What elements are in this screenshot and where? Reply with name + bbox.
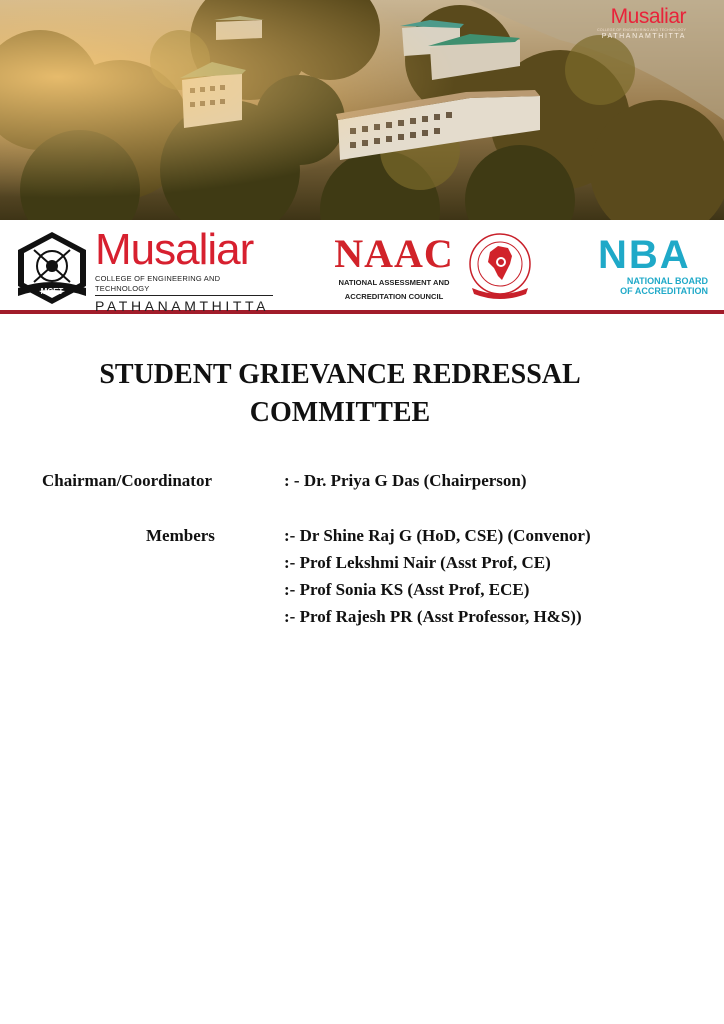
hero-logo-city: PATHANAMTHITTA	[601, 33, 686, 40]
naac-seal-icon	[464, 230, 536, 302]
naac-logo	[328, 231, 460, 302]
chair-value: : - Dr. Priya G Das (Chairperson)	[284, 471, 527, 490]
hero-college-logo	[597, 6, 686, 41]
musaliar-tagline: COLLEGE OF ENGINEERING AND TECHNOLOGY	[95, 274, 273, 296]
member-item-4: :- Prof Rajesh PR (Asst Professor, H&S))	[284, 607, 582, 626]
member-item-1: :- Dr Shine Raj G (HoD, CSE) (Convenor)	[284, 526, 591, 545]
campus-photo	[0, 0, 724, 220]
page-title-line2: COMMITTEE	[249, 397, 431, 428]
naac-subtitle-line1: NATIONAL ASSESSMENT AND	[338, 278, 450, 287]
naac-subtitle-line2: ACCREDITATION COUNCIL	[344, 292, 444, 301]
musaliar-brand: Musaliar	[95, 225, 254, 274]
nba-subtitle-line2: OF ACCREDITATION	[620, 286, 708, 296]
musaliar-logo	[95, 225, 295, 315]
page-title-line1: STUDENT GRIEVANCE REDRESSAL	[99, 359, 581, 390]
member-item-2: :- Prof Lekshmi Nair (Asst Prof, CE)	[284, 553, 551, 572]
chair-label: Chairman/Coordinator	[42, 471, 212, 490]
page-title	[40, 356, 640, 432]
nba-wordmark: NBA	[598, 233, 691, 277]
member-item-3: :- Prof Sonia KS (Asst Prof, ECE)	[284, 580, 530, 599]
crest-letters: MCET	[40, 287, 64, 296]
members-label: Members	[146, 526, 215, 545]
hero-logo-brand: Musaliar	[610, 5, 686, 28]
mcet-crest-icon	[14, 230, 90, 306]
musaliar-city: PATHANAMTHITTA	[95, 298, 270, 314]
nba-logo	[596, 234, 708, 296]
hero-logo-tagline: COLLEGE OF ENGINEERING AND TECHNOLOGY	[597, 28, 686, 32]
nba-subtitle-line1: NATIONAL BOARD	[626, 276, 708, 286]
naac-wordmark: NAAC	[334, 231, 454, 276]
accreditation-logo-strip	[0, 220, 724, 314]
